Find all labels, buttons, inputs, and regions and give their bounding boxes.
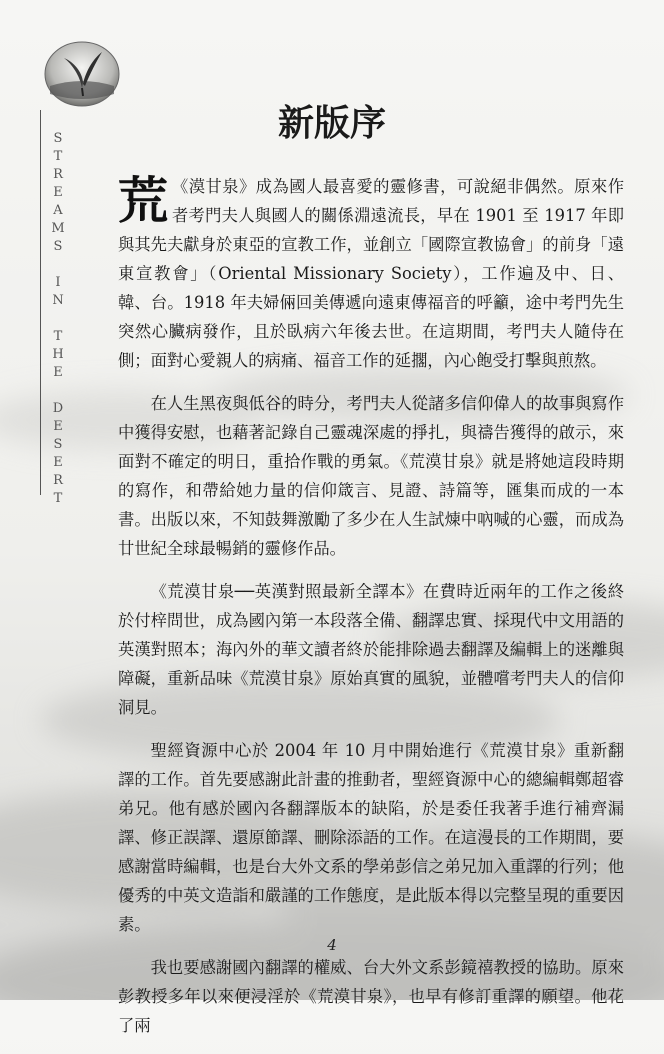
- side-title-vertical: [50, 130, 66, 508]
- side-letter: [50, 256, 66, 274]
- side-letter: T: [53, 329, 63, 344]
- side-letter: S: [53, 239, 63, 254]
- paragraph-5: 我也要感謝國內翻譯的權威、台大外文系彭鏡禧教授的協助。原來彭教授多年以來便浸淫於《荒漠甘泉》，也早有修訂重譯的願望。他花了兩: [118, 958, 624, 1035]
- preface-body: [118, 172, 624, 1054]
- paragraph-1: 《 荒 漠甘泉》成為國人最喜愛的靈修書，可說絕非偶然。原來作者考門夫人與國人的關係淵遠流長，早在 1901 至 1917 年即與其先夫獻身於東亞的宣教工作，並創立「國際宣教協會」的前身「遠東宣教會」（Oriental Missionary Society），工作遍及中、日、韓、台。1918 年夫婦倆回美傳遞向遠東傳福音的呼籲，途中考門先生突然心臟病發作，且於臥病六年後去世。在這期間，考門夫人隨侍在側；面對心愛親人的病痛、福音工作的延擱，內心飽受打擊與煎熬。: [118, 172, 624, 370]
- side-letter: S: [53, 131, 63, 146]
- side-letter: M: [51, 221, 65, 236]
- side-letter: S: [53, 437, 63, 452]
- side-letter: T: [53, 149, 63, 164]
- side-letter: A: [53, 203, 63, 218]
- side-letter: E: [53, 419, 63, 434]
- page-title: 新版序: [277, 103, 386, 144]
- side-letter: R: [53, 167, 63, 182]
- page-number: 4: [327, 936, 337, 954]
- side-letter: T: [53, 491, 63, 506]
- paragraph-4: 聖經資源中心於 2004 年 10 月中開始進行《荒漠甘泉》重新翻譯的工作。首先要感謝此計畫的推動者，聖經資源中心的總編輯鄭超睿弟兄。他有感於國內各翻譯版本的缺陷，於是委任我著手進行補齊漏譯、修正誤譯、還原節譯、刪除添語的工作。在這漫長的工作期間，要感謝當時編輯，也是台大外文系的學弟彭信之弟兄加入重譯的行列；他優秀的中英文造詣和嚴謹的工作態度，是此版本得以完整呈現的重要因素。: [118, 741, 624, 934]
- drop-cap: 荒: [118, 172, 168, 230]
- side-letter: R: [53, 473, 63, 488]
- side-rule: [40, 110, 41, 495]
- side-letter: [50, 382, 66, 400]
- paragraph-1-text: 漠甘泉》成為國人最喜愛的靈修書，可說絕非偶然。原來作者考門夫人與國人的關係淵遠流長，早在 1901 至 1917 年即與其先夫獻身於東亞的宣教工作，並創立「國際宣教協會」的前身「遠東宣教會」（Oriental Missionary Society），工作遍及中、日、韓、台。1918 年夫婦倆回美傳遞向遠東傳福音的呼籲，途中考門先生突然心臟病發作，且於臥病六年後去世。在這期間，考門夫人隨侍在側；面對心愛親人的病痛、福音工作的延擱，內心飽受打擊與煎熬。: [118, 177, 624, 370]
- side-letter: N: [52, 293, 64, 308]
- side-letter: [50, 310, 66, 328]
- paragraph-2: 在人生黑夜與低谷的時分，考門夫人從諸多信仰偉人的故事與寫作中獲得安慰，也藉著記錄自己靈魂深處的掙扎，與禱告獲得的啟示，來面對不確定的明日，重拾作戰的勇氣。《荒漠甘泉》就是將她這段時期的寫作，和帶給她力量的信仰箴言、見證、詩篇等，匯集而成的一本書。出版以來，不知鼓舞激勵了多少在人生試煉中吶喊的心靈，而成為廿世紀全球最暢銷的靈修作品。: [118, 394, 624, 558]
- side-letter: H: [52, 347, 64, 362]
- paragraph-3: 《荒漠甘泉──英漢對照最新全譯本》在費時近兩年的工作之後終於付梓問世，成為國內第一本段落全備、翻譯忠實、採現代中文用語的英漢對照本；海內外的華文讀者終於能排除過去翻譯及編輯上的迷離與障礙，重新品味《荒漠甘泉》原始真實的風貌，並體嚐考門夫人的信仰洞見。: [118, 582, 624, 717]
- side-letter: E: [53, 185, 63, 200]
- side-letter: E: [53, 455, 63, 470]
- side-letter: I: [55, 275, 61, 290]
- side-letter: E: [53, 365, 63, 380]
- side-letter: D: [52, 401, 64, 416]
